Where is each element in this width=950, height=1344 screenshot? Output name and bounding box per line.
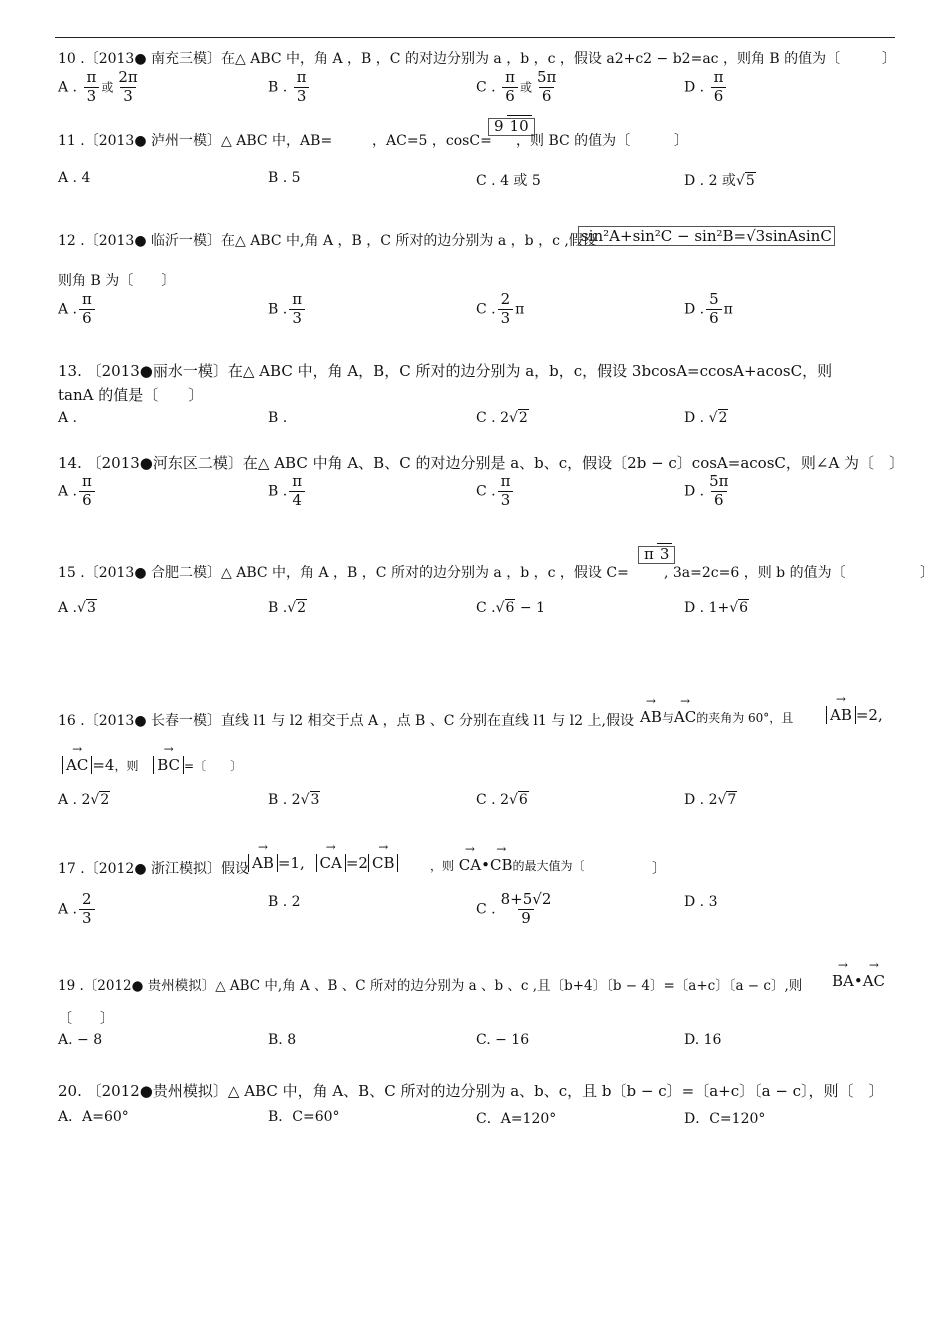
q16-option-d: D . 2√7 xyxy=(684,792,737,808)
q20-stem: 20. 〔2012●贵州模拟〕△ ABC 中，角 A、B、C 所对的边分别为 a、b、c，且 b〔b − c〕=〔a+c〕〔a − c〕，则〔 〕 xyxy=(58,1082,884,1100)
q19-option-c: C. − 16 xyxy=(476,1032,530,1048)
q11-option-d: D . 2 或√5 xyxy=(684,173,755,189)
q17-dot-expr: ，则 → CA•→ CB的最大值为〔 xyxy=(430,856,584,874)
q10-close: 〕 xyxy=(882,51,896,67)
q13-stem: 13. 〔2013●丽水一模〕在△ ABC 中，角 A，B，C 所对的边分别为 a，b，c，假设 3bcosA=ccosA+acosC，则 xyxy=(58,362,833,380)
q12-stem2: 则角 B 为〔 〕 xyxy=(58,273,176,289)
q10-option-d: D . $\frac{\pi}{6}$ xyxy=(684,70,728,105)
q12-option-a: A . $\frac{\pi}{6}$ xyxy=(58,292,97,327)
q11-option-c: C . 4 或 5 xyxy=(476,173,541,189)
q15-option-b: B .√2 xyxy=(268,600,307,616)
q11-stem-a: 11 .〔2013● 泸州一模〕△ ABC 中，AB= xyxy=(58,133,333,149)
q20-option-b: B．C=60° xyxy=(268,1109,340,1125)
q14-option-b: B . $\frac{\pi}{4}$ xyxy=(268,474,307,509)
q11-stem-c: ，则 BC 的值为〔 xyxy=(516,133,631,149)
q10-option-b: B . $\frac{\pi}{3}$ xyxy=(268,70,312,105)
q17-option-c: C . $\frac{8+5√2}{9}$ xyxy=(476,890,552,927)
q12-formula: sin²A+sin²C − sin²B=√3sinAsinC xyxy=(578,226,835,246)
q16-abs-ac: → AC =4，则 → BC =〔 〕 xyxy=(62,756,242,774)
q19-dot-expr: → BA•→ AC xyxy=(832,972,885,990)
q19-option-a: A. − 8 xyxy=(58,1032,103,1048)
q12-option-b: B . $\frac{\pi}{3}$ xyxy=(268,292,307,327)
q16-vectors: → AB与→ AC的夹角为 60°，且 xyxy=(640,708,793,726)
q15-stem-b: , 3a=2c=6 ，则 b 的值为〔 〕 xyxy=(664,565,935,581)
q17-close: 〕 xyxy=(652,861,666,877)
q19-option-d: D. 16 xyxy=(684,1032,722,1048)
q15-option-a: A .√3 xyxy=(58,600,96,616)
q13-stem2: tanA 的值是〔 〕 xyxy=(58,386,204,404)
q14-stem: 14. 〔2013●河东区二模〕在△ ABC 中角 A、B、C 的对边分别是 a、b、c，假设〔2b − c〕cosA=acosC，则∠A 为〔 〕 xyxy=(58,454,905,472)
q13-option-c: C . 2√2 xyxy=(476,410,528,426)
q10-stem: 10 .〔2013● 南充三模〕在△ ABC 中，角 A ，B ，C 的对边分别为 a ，b ，c ，假设 a2+c2 − b2=ac ，则角 B 的值为〔 xyxy=(58,51,841,67)
q11-cos-fraction: 9 10 xyxy=(486,118,537,136)
q19-stem2: 〔 〕 xyxy=(58,1011,114,1027)
q19-option-b: B. 8 xyxy=(268,1032,297,1048)
q17-abs-expr: → AB =1, → CA =2→ CB xyxy=(248,854,398,872)
q14-option-a: A . $\frac{\pi}{6}$ xyxy=(58,474,97,509)
q15-stem-a: 15 .〔2013● 合肥二模〕△ ABC 中，角 A ，B ，C 所对的边分别为 a ，b ，c ，假设 C= xyxy=(58,565,629,581)
top-rule xyxy=(55,37,895,38)
q20-option-d: D．C=120° xyxy=(684,1111,766,1127)
q11-option-b: B . 5 xyxy=(268,170,301,186)
q20-option-a: A．A=60° xyxy=(58,1109,129,1125)
q16-abs-ab: → AB =2, xyxy=(826,706,883,724)
q11-close: 〕 xyxy=(674,133,688,149)
q16-stem-a: 16 .〔2013● 长春一模〕直线 l1 与 l2 相交于点 A ，点 B 、C 分别在直线 l1 与 l2 上,假设 xyxy=(58,713,634,729)
q10-option-c: C . $\frac{\pi}{6}$ 或 $\frac{5\pi}{6}$ xyxy=(476,68,557,105)
q10-option-a: A . $\frac{\pi}{3}$ 或 $\frac{2\pi}{3}$ xyxy=(58,68,138,105)
q16-option-b: B . 2√3 xyxy=(268,792,320,808)
q20-option-c: C．A=120° xyxy=(476,1111,557,1127)
q13-option-a: A . xyxy=(58,410,78,426)
q15-c-fraction: π 3 xyxy=(636,546,677,564)
q14-option-c: C . $\frac{\pi}{3}$ xyxy=(476,474,515,509)
q17-option-a: A . $\frac{2}{3}$ xyxy=(58,892,97,927)
q19-stem: 19 .〔2012● 贵州模拟〕△ ABC 中,角 A 、B 、C 所对的边分别为 a 、b 、c ,且〔b+4〕〔b − 4〕=〔a+c〕〔a − c〕,则 xyxy=(58,978,803,994)
q15-option-c: C .√6 − 1 xyxy=(476,600,546,616)
q15-option-d: D . 1+√6 xyxy=(684,600,749,616)
q17-option-d: D . 3 xyxy=(684,894,718,910)
q17-stem-a: 17 .〔2012● 浙江模拟〕假设 xyxy=(58,861,250,877)
q17-option-b: B . 2 xyxy=(268,894,301,910)
q16-option-a: A . 2√2 xyxy=(58,792,110,808)
q12-option-d: D . $\frac{5}{6}$ π xyxy=(684,290,733,327)
q11-option-a: A . 4 xyxy=(58,170,91,186)
q12-stem: 12 .〔2013● 临沂一模〕在△ ABC 中,角 A ，B ，C 所对的边分别为 a ，b ，c ,假设 xyxy=(58,233,597,249)
q14-option-d: D . $\frac{5\pi}{6}$ xyxy=(684,472,729,509)
q16-option-c: C . 2√6 xyxy=(476,792,528,808)
q12-option-c: C . $\frac{2}{3}$ π xyxy=(476,290,525,327)
q13-option-b: B . xyxy=(268,410,288,426)
sqrt-symbol: √5 xyxy=(735,173,755,189)
q11-stem-b: ，AC=5 ，cosC= xyxy=(372,133,492,149)
q13-option-d: D . √2 xyxy=(684,410,728,426)
